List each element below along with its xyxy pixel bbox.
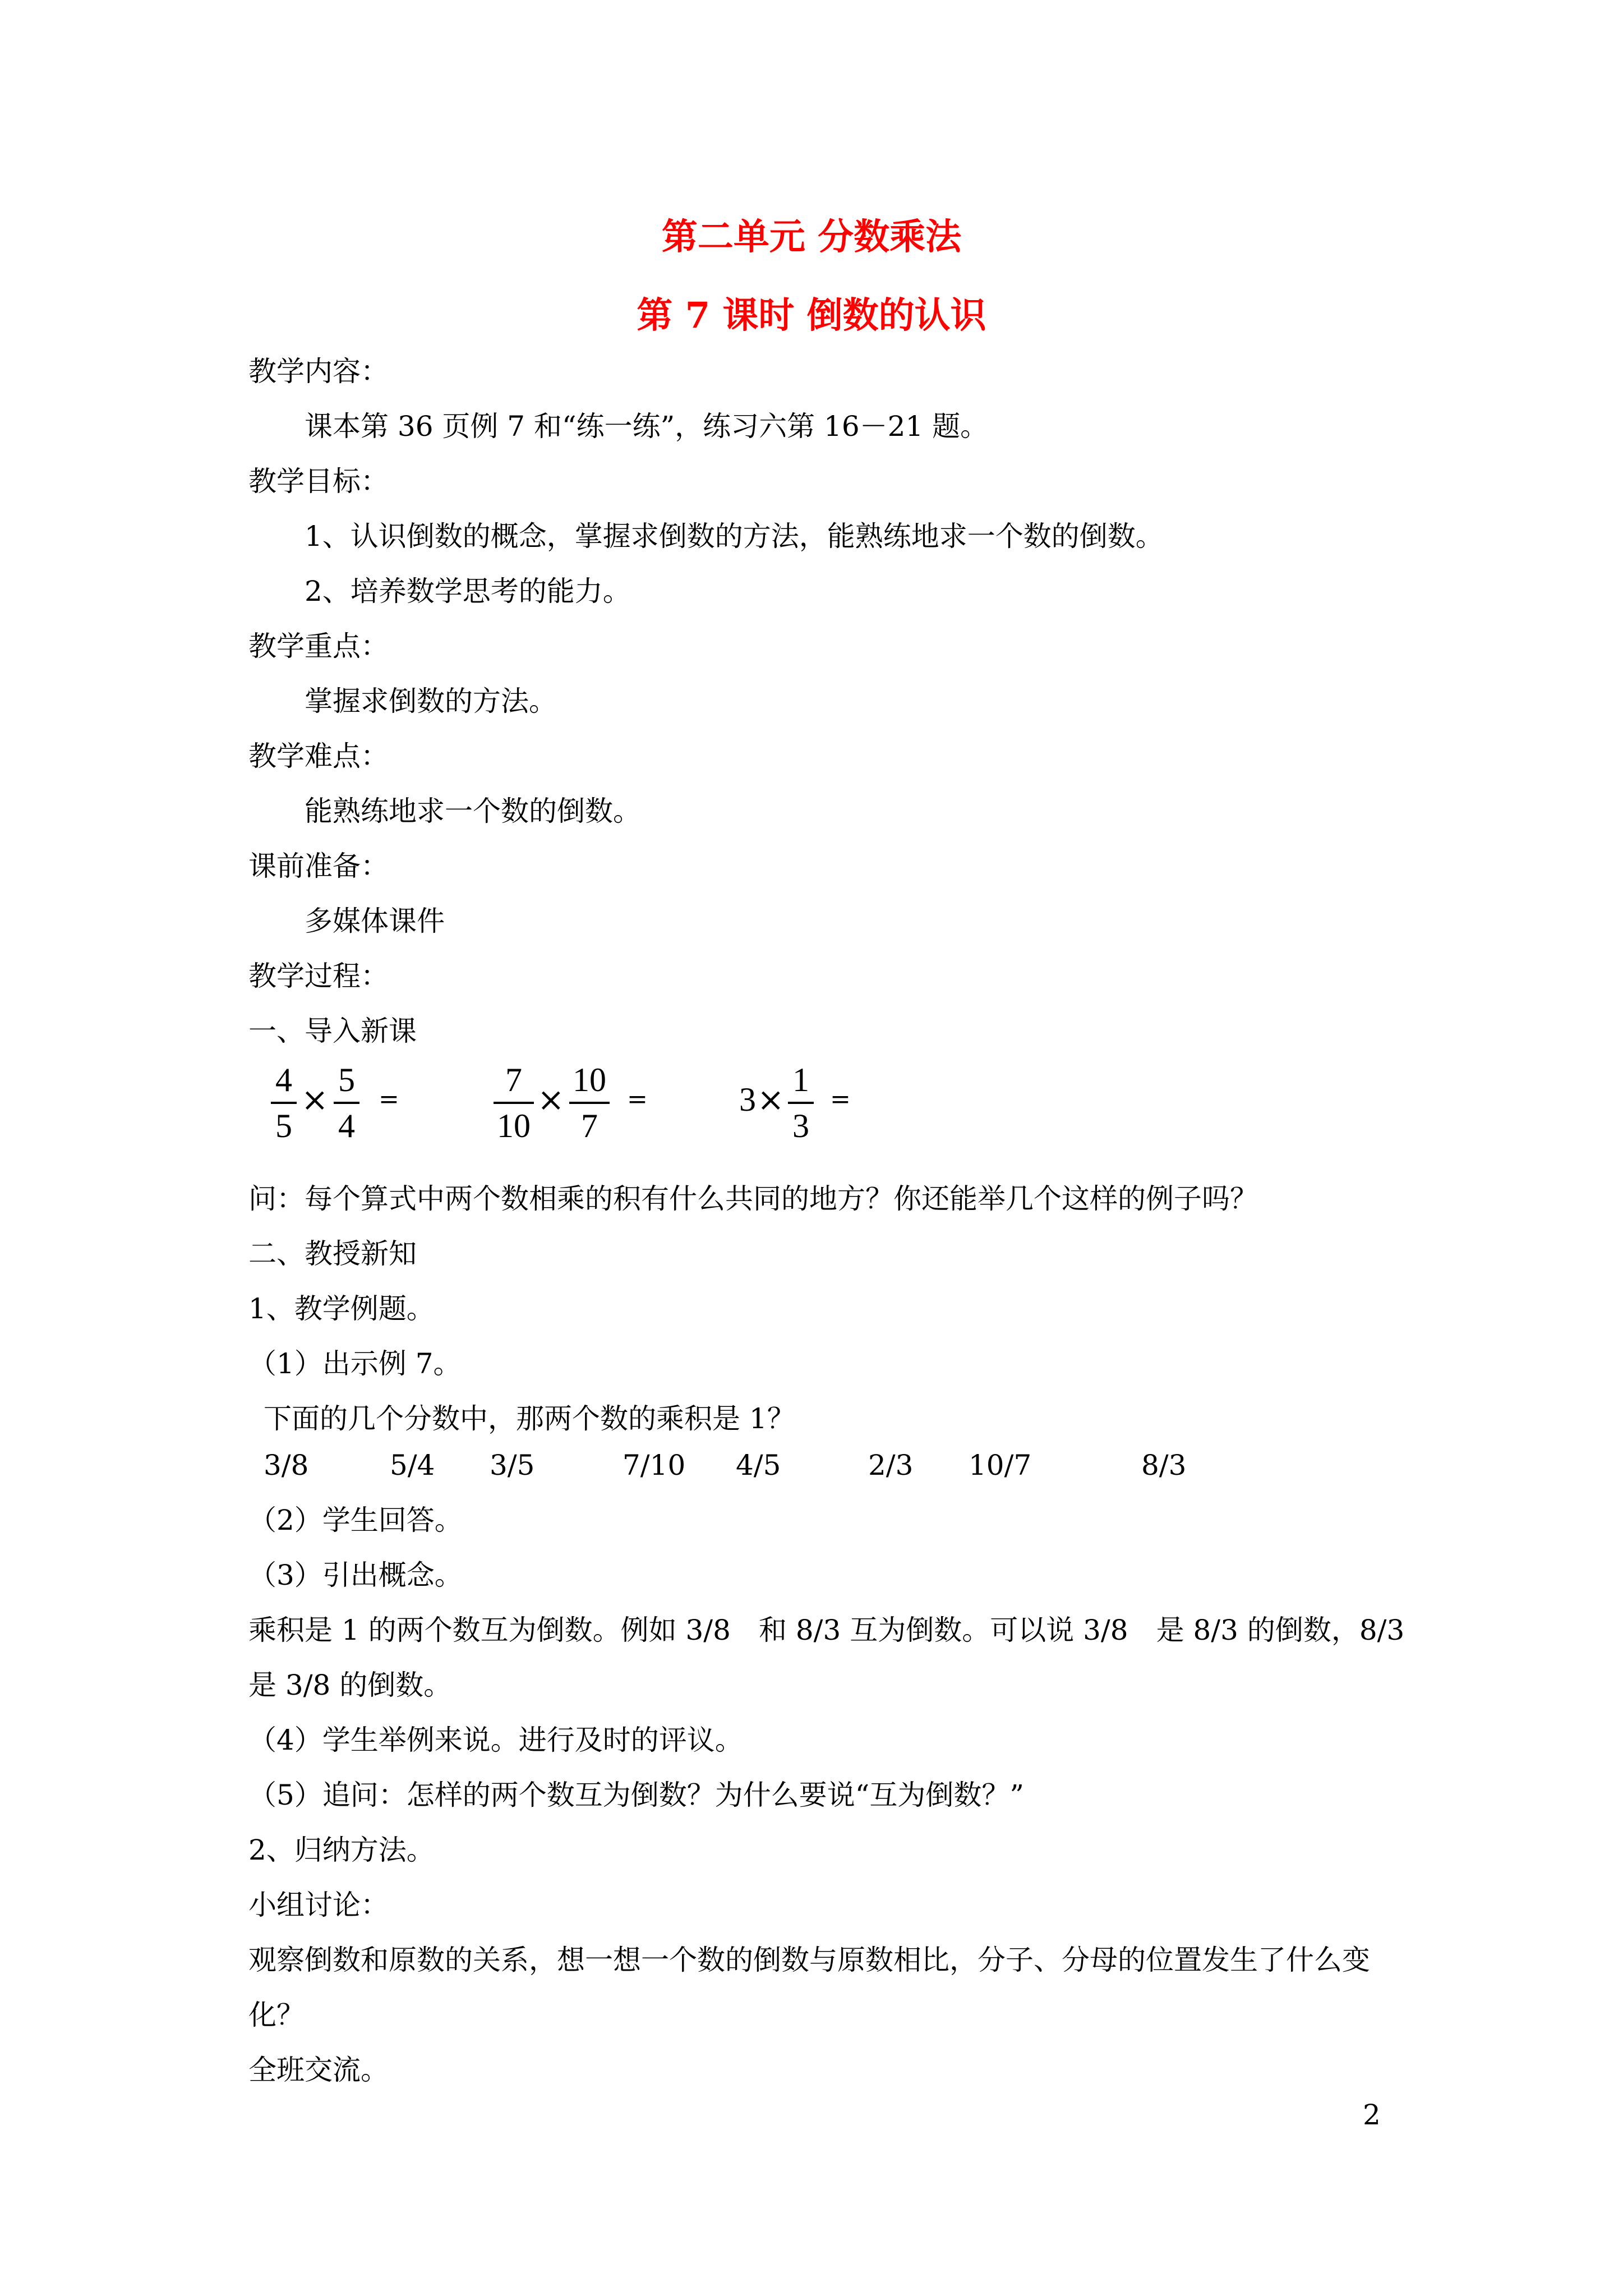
observation-text: 观察倒数和原数的关系，想一想一个数的倒数与原数相比，分子、分母的位置发生了什么变 bbox=[248, 1944, 1370, 1976]
times-sign: × bbox=[301, 1080, 329, 1119]
definition-text-cont: 是 3/8 的倒数。 bbox=[248, 1669, 452, 1701]
key-point-text: 掌握求倒数的方法。 bbox=[305, 685, 557, 717]
whole-number: 3 bbox=[739, 1081, 756, 1118]
fraction-item: 7/10 bbox=[623, 1449, 686, 1481]
definition-text: 乘积是 1 的两个数互为倒数。例如 3/8 和 8/3 互为倒数。可以说 3/8 是 8/3 的倒数，8/3 bbox=[248, 1614, 1405, 1646]
observation-text-cont: 化？ bbox=[248, 1999, 305, 2031]
heading-key-point: 教学重点： bbox=[248, 630, 389, 662]
lesson-title: 第 7 课时 倒数的认识 bbox=[637, 295, 986, 337]
equals-sign: = bbox=[379, 1085, 399, 1114]
content-text: 课本第 36 页例 7 和“练一练”，练习六第 16－21 题。 bbox=[305, 410, 989, 443]
fraction-item: 3/8 bbox=[264, 1449, 309, 1481]
class-exchange: 全班交流。 bbox=[248, 2054, 389, 2086]
group-discussion: 小组讨论： bbox=[248, 1889, 389, 1921]
step-1-5: （5）追问：怎样的两个数互为倒数？为什么要说“互为倒数？” bbox=[248, 1779, 1024, 1811]
fraction: 5 4 bbox=[334, 1060, 359, 1145]
equals-sign: = bbox=[627, 1085, 648, 1114]
section-new-knowledge: 二、教授新知 bbox=[248, 1237, 417, 1270]
heading-content: 教学内容： bbox=[248, 355, 389, 388]
goal-1: 1、认识倒数的概念，掌握求倒数的方法，能熟练地求一个数的倒数。 bbox=[305, 520, 1164, 553]
fraction: 10 7 bbox=[569, 1060, 610, 1145]
fraction-item: 3/5 bbox=[490, 1449, 535, 1481]
section-intro: 一、导入新课 bbox=[248, 1015, 417, 1047]
preparation-text: 多媒体课件 bbox=[305, 905, 445, 937]
step-2-heading: 2、归纳方法。 bbox=[248, 1834, 435, 1866]
fraction: 4 5 bbox=[271, 1060, 297, 1145]
step-1-heading: 1、教学例题。 bbox=[248, 1292, 435, 1325]
fraction-item: 5/4 bbox=[390, 1449, 435, 1481]
times-sign: × bbox=[757, 1080, 785, 1119]
step-1-4: （4）学生举例来说。进行及时的评议。 bbox=[248, 1724, 743, 1756]
unit-title: 第二单元 分数乘法 bbox=[661, 216, 962, 258]
fraction-item: 8/3 bbox=[1141, 1449, 1187, 1481]
heading-process: 教学过程： bbox=[248, 960, 389, 992]
step-1-2: （2）学生回答。 bbox=[248, 1504, 463, 1536]
equals-sign: = bbox=[830, 1085, 851, 1114]
page-number: 2 bbox=[1363, 2099, 1381, 2131]
heading-difficulty: 教学难点： bbox=[248, 740, 389, 772]
fraction-item: 2/3 bbox=[868, 1449, 914, 1481]
example-question: 下面的几个分数中，那两个数的乘积是 1？ bbox=[264, 1402, 795, 1435]
fraction: 1 3 bbox=[788, 1060, 814, 1145]
heading-preparation: 课前准备： bbox=[248, 850, 389, 882]
fraction-item: 4/5 bbox=[736, 1449, 781, 1481]
step-1-3: （3）引出概念。 bbox=[248, 1559, 463, 1591]
goal-2: 2、培养数学思考的能力。 bbox=[305, 575, 631, 608]
heading-goals: 教学目标： bbox=[248, 465, 389, 498]
fraction-item: 10/7 bbox=[969, 1449, 1032, 1481]
times-sign: × bbox=[537, 1080, 565, 1119]
question-text: 问：每个算式中两个数相乘的积有什么共同的地方？你还能举几个这样的例子吗？ bbox=[248, 1182, 1258, 1215]
fraction: 7 10 bbox=[494, 1060, 534, 1145]
difficulty-text: 能熟练地求一个数的倒数。 bbox=[305, 795, 641, 827]
step-1-1: （1）出示例 7。 bbox=[248, 1347, 462, 1380]
